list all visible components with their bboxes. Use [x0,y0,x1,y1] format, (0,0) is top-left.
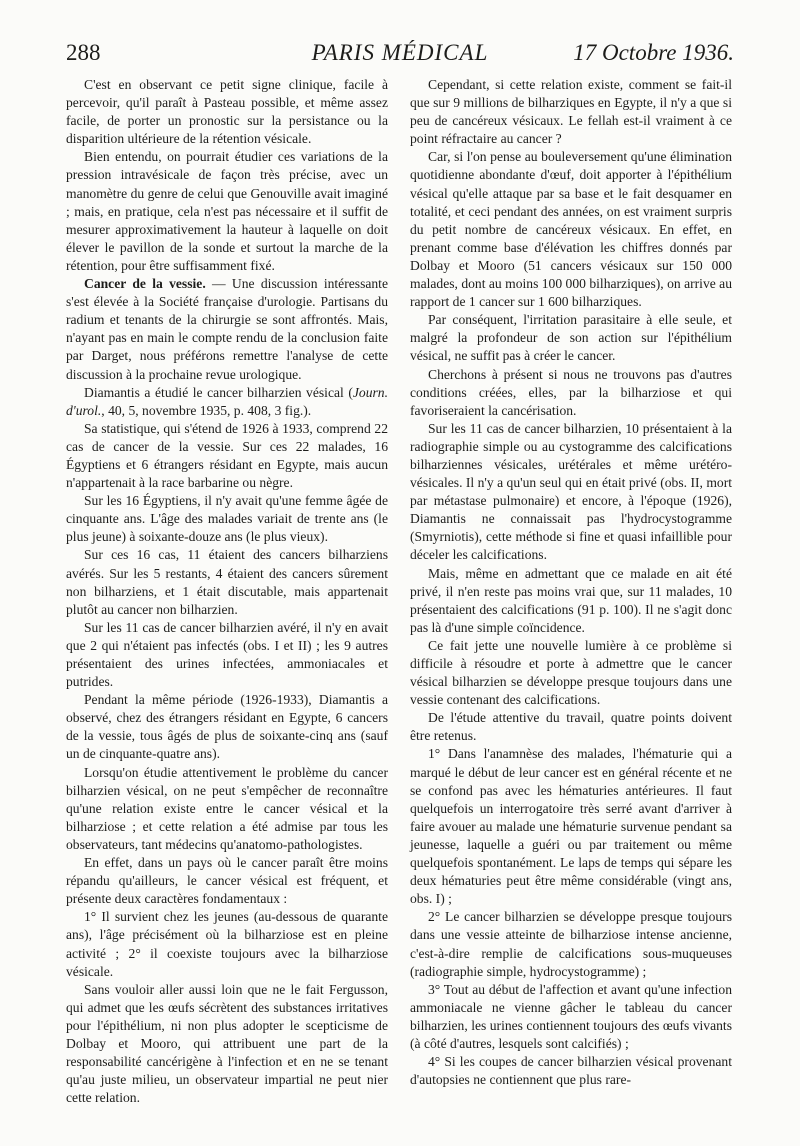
section-text: — Une discussion intéressante s'est élevée à la Société française d'urologie. Partisans du radium et tenants de la chirurgie se sont affrontés. Mais, n'ayant pas en main le compte rendu de la conclusion faite par Darget, nous préférons remettre l'analyse de cette discussion à la prochaine revue urologique. [66,276,388,382]
right-column [410,76,732,1089]
paragraph: 3° Tout au début de l'affection et avant qu'une infection ammoniacale ne vienne gâcher le tableau du cancer bilharzien, les urines contiennent toujours des œufs vivants (à côté d'autres, lesquels sont calcifiés) ; [410,981,732,1051]
paragraph: En effet, dans un pays où le cancer paraît être moins répandu qu'ailleurs, le cancer vésical est fréquent, et présente deux caractères fondamentaux : [66,855,388,907]
reference-details: , 40, 5, novembre 1935, p. 408, 3 fig.). [101,402,312,418]
paragraph: Cependant, si cette relation existe, comment se fait-il que sur 9 millions de bilharziques en Egypte, il n'y a que si peu de cancéreux vésicaux. Le fellah est-il vraiment à ce point réfractaire au cancer ? [410,77,732,147]
left-column [66,76,388,1107]
paragraph [66,384,388,420]
journal-title: PARIS MÉDICAL [311,40,489,65]
paragraph: Sa statistique, qui s'étend de 1926 à 1933, comprend 22 cas de cancer de la vessie. Sur ces 22 malades, 16 Égyptiens et 6 étrangers résidant en Egypte, mais aucun n'appartenait à la race barbarine ou nègre. [66,420,388,491]
paragraph: Cherchons à présent si nous ne trouvons pas d'autres conditions créées, elles, par la bilharziose et qui favoriseraient la cancérisation. [410,366,732,418]
paragraph: Sur les 11 cas de cancer bilharzien avéré, il n'y en avait que 2 qui n'étaient pas infectés (obs. I et II) ; les 9 autres présentaient des urines infectées, ammoniacales et putrides. [66,619,388,690]
paragraph: C'est en observant ce petit signe clinique, facile à percevoir, qu'il paraît à Pasteau possible, et même assez facile, de porter un pronostic sur la persistance ou la disparition ultérieure de la rétention vésicale. [66,77,388,147]
paragraph: Bien entendu, on pourrait étudier ces variations de la pression intravésicale de façon très précise, avec un manomètre du genre de celui que Genouville avait imaginé ; mais, en pratique, cela n'est pas nécessaire et il suffit de mesurer approximativement la hauteur à laquelle on doit élever le pavillon de la sonde et surtout la marche de la rétention, pour être suffisamment fixé. [66,149,388,273]
paragraph: Sur les 16 Égyptiens, il n'y avait qu'une femme âgée de cinquante ans. L'âge des malades variait de trente ans (le plus jeune) à soixante-douze ans (le plus vieux). [66,493,388,545]
paragraph: Par conséquent, l'irritation parasitaire à elle seule, et malgré la profondeur de son action sur l'épithélium vésical, ne suffit pas à créer le cancer. [410,312,732,364]
paragraph: 2° Le cancer bilharzien se développe presque toujours dans une vessie atteinte de bilharziose intense ancienne, c'est-à-dire remplie de calcifications sous-muqueuses (radiographie simple, hydrocystogramme) ; [410,909,732,979]
paragraph: Ce fait jette une nouvelle lumière à ce problème si difficile à résoudre et porte à admettre que le cancer vésical bilharzien se développe presque toujours dans une vessie contenant des calcifications. [410,637,732,708]
paragraph: 4° Si les coupes de cancer bilharzien vésical provenant d'autopsies ne contiennent que plus rare- [410,1054,732,1088]
paragraph: Sur ces 16 cas, 11 étaient des cancers bilharziens avérés. Sur les 5 restants, 4 étaient des cancers sûrement non bilharziens, et 1 était discutable, mais appartenait plutôt au cancer non bilharzien. [66,547,388,617]
section-paragraph [66,275,388,384]
paragraph: 1° Il survient chez les jeunes (au-dessous de quarante ans), l'âge précisément où la bilharziose est en pleine activité ; 2° il coexiste toujours avec la bilharziose vésicale. [66,909,388,979]
paragraph: Sur les 11 cas de cancer bilharzien, 10 présentaient à la radiographie simple ou au cystogramme des calcifications bilharziennes vésicales, urétérales et même urétéro-vésicales. Il n'y a qu'un seul qui en était privé (obs. II, mort par métastase pulmonaire) et encore, à l'époque (1926), Diamantis ne connaissait pas l'hydrocystogramme (Smyrniotis), cette méthode si fine et quasi infaillible pour déceler les calcifications. [410,420,732,563]
paragraph: Lorsqu'on étudie attentivement le problème du cancer bilharzien vésical, on ne peut s'empêcher de reconnaître qu'une relation existe entre le cancer vésical et la bilharziose ; et cette relation a été admise par tous les observateurs, tant médecins qu'anatomo-pathologistes. [66,764,388,852]
paragraph: 1° Dans l'anamnèse des malades, l'hématurie qui a marqué le début de leur cancer est en général récente et ne se confond pas avec les hématuries antérieures. Il faut quelquefois un interrogatoire très serré avant d'arriver à faire avouer au malade une hématurie survenue pendant sa jeunesse, laquelle a guéri ou par traitement ou même quelquefois spontanément. Le laps de temps qui sépare les deux hématuries peut être même considérable (vingt ans, obs. I) ; [410,746,732,907]
issue-date: 17 Octobre 1936. [573,40,734,65]
section-heading: Cancer de la vessie. [84,276,206,292]
page-number: 288 [66,40,101,65]
paragraph: Pendant la même période (1926-1933), Diamantis a observé, chez des étrangers résidant en Egypte, 6 cancers de la vessie, tous âgés de plus de soixante-cinq ans (sauf un de cinquante-quatre ans). [66,692,388,762]
page-header [66,38,734,72]
paragraph-text: Diamantis a étudié le cancer bilharzien vésical ( [84,384,353,400]
journal-reference: Journ. d'urol. [66,384,388,418]
paragraph: Car, si l'on pense au bouleversement qu'une élimination quotidienne abondante d'œuf, doit apporter à l'épithélium vésical qu'elle attaque par sa base et le fait desquamer en totalité, et ceci pendant des années, on est vraiment surpris du petit nombre de cancéreux vésicaux. En effet, en prenant comme base d'élévation les chiffres donnés par Dolbay et Mooro (51 cancers vésicaux sur 150 000 malades, dont au moins 100 000 bilharziques), on arrive au rapport de 1 cancer sur 1 600 bilharziques. [410,149,733,310]
paragraph: Sans vouloir aller aussi loin que ne le fait Fergusson, qui admet que les œufs sécrètent des substances irritatives pour l'épithélium, ni non plus adopter le scepticisme de Dolbay et Mooro, qui attribuent une part de la responsabilité cancérigène à l'infection et en ne se tenant qu'au juste milieu, un observateur impartial ne peut nier cette relation. [66,981,388,1106]
paragraph: Mais, même en admettant que ce malade en ait été privé, il n'en reste pas moins vrai que, sur 11 malades, 10 présentaient des calcifications (91 p. 100). Il ne s'agit donc pas là d'une simple coïncidence. [410,565,732,635]
paragraph: De l'étude attentive du travail, quatre points doivent être retenus. [410,710,732,744]
